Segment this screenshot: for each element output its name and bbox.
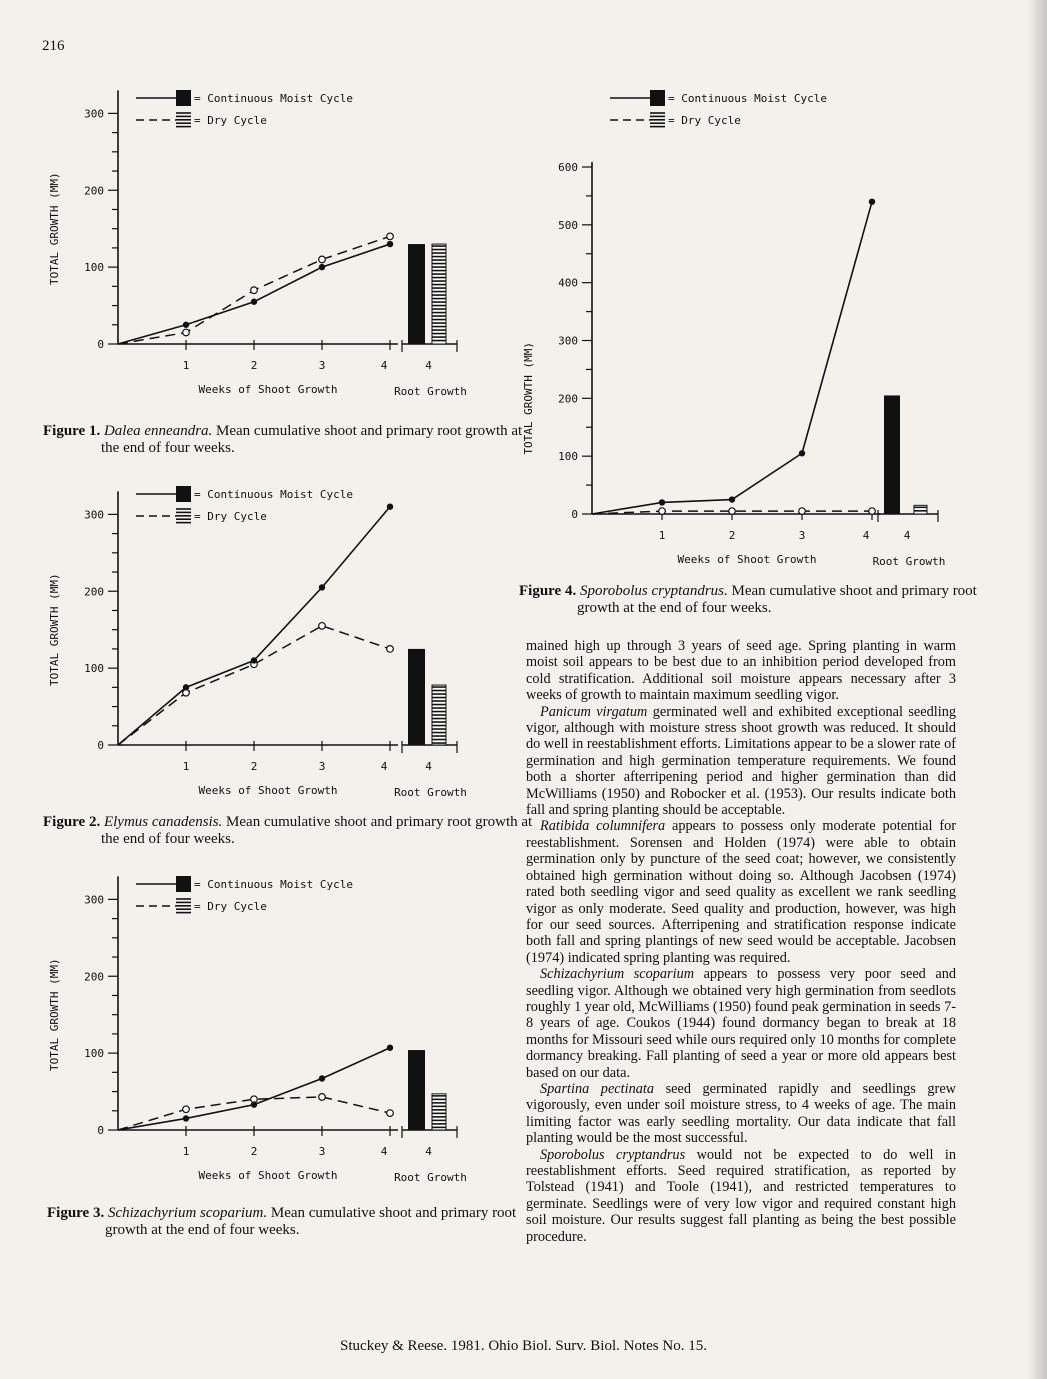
species-name: Spartina pectinata	[540, 1080, 655, 1097]
y-tick-label: 400	[558, 276, 578, 290]
moist-cycle-point	[319, 1075, 325, 1081]
legend-moist-label: = Continuous Moist Cycle	[194, 488, 353, 501]
figure-caption-species: Sporobolus cryptandrus.	[579, 583, 728, 599]
x-axis-label: Weeks of Shoot Growth	[677, 553, 817, 566]
dry-cycle-point	[729, 508, 736, 515]
x-tick-label: 4	[862, 529, 870, 542]
legend-moist-label: = Continuous Moist Cycle	[194, 878, 353, 891]
moist-cycle-line	[592, 202, 872, 514]
figure-3-caption	[47, 1205, 545, 1239]
figure-4-chart	[0, 0, 1000, 580]
y-tick-label: 300	[84, 107, 104, 121]
body-text	[526, 638, 956, 1245]
x-tick-label: 2	[250, 1145, 258, 1158]
y-tick-label: 200	[84, 970, 104, 984]
x-tick-label: 4	[380, 1145, 388, 1158]
moist-cycle-point	[799, 450, 805, 456]
y-axis-label: TOTAL GROWTH (MM)	[48, 172, 61, 285]
x-tick-label: 2	[250, 760, 258, 773]
legend-dry-label: = Dry Cycle	[194, 510, 267, 523]
y-tick-label: 100	[558, 450, 578, 464]
moist-cycle-point	[659, 499, 665, 505]
x-tick-label: 3	[318, 1145, 326, 1158]
x-tick-label: 2	[250, 359, 258, 372]
figure-caption-text: Mean cumulative shoot and primary root growth at the end of four weeks.	[101, 814, 533, 847]
moist-cycle-point	[869, 199, 875, 205]
moist-cycle-point	[387, 1045, 393, 1051]
y-tick-label: 100	[84, 261, 104, 275]
legend-moist-swatch	[176, 876, 191, 892]
x-tick-label: 1	[182, 359, 190, 372]
body-paragraph: Ratibida columnifera appears to possess only moderate potential for reestablishment. Sorensen and Holden (1974) were able to obtain germination only by puncture of the seed coat; however, we consistently obtained high germination without doing so. Although Jacobsen (1974) rated both seedling vigor and seed quality as excellent we rank seedling vigor as only moderate. Seed quality and production, however, was high for our seed sources. Afterripening and stratification response indicate both fall and spring plantings of new seed would be acceptable. Jacobsen (1974) indicated spring planting was required.	[526, 818, 956, 966]
moist-cycle-point	[729, 496, 735, 502]
dry-cycle-point	[319, 1094, 326, 1101]
legend-dry-label: = Dry Cycle	[194, 900, 267, 913]
y-tick-label: 0	[97, 1124, 104, 1137]
y-axis-label: TOTAL GROWTH (MM)	[48, 573, 61, 686]
y-axis-label: TOTAL GROWTH (MM)	[48, 958, 61, 1071]
legend-moist-swatch	[650, 90, 665, 106]
figure-caption-text: Mean cumulative shoot and primary root growth at the end of four weeks.	[101, 423, 523, 456]
figure-caption-species: Schizachyrium scoparium.	[107, 1205, 268, 1221]
moist-cycle-point	[183, 1115, 189, 1121]
page-edge-shadow	[1027, 0, 1047, 1379]
body-paragraph: Panicum virgatum germinated well and exhibited exceptional seedling vigor, although with moisture stress shoot growth was reduced. It should do well in reestablishment efforts. Limitations appear to be a slower rate of germination and high germination temperature requirements. We found both a shorter afterripening period and higher germination than did McWilliams (1950) and Robocker et al. (1953). Our results indicate both fall and spring planting should be acceptable.	[526, 703, 956, 819]
y-tick-label: 200	[558, 392, 578, 406]
y-tick-label: 300	[84, 893, 104, 907]
x-tick-label: 1	[182, 1145, 190, 1158]
x-axis-label: Weeks of Shoot Growth	[198, 383, 338, 396]
x-tick-label: 4	[380, 760, 388, 773]
x-tick-label: 3	[318, 760, 326, 773]
root-growth-label: Root Growth	[394, 385, 467, 398]
species-name: Schizachyrium scoparium	[540, 966, 695, 983]
page-footer: Stuckey & Reese. 1981. Ohio Biol. Surv. Biol. Notes No. 15.	[340, 1338, 707, 1354]
root-tick-label: 4	[425, 1145, 432, 1158]
y-tick-label: 200	[84, 184, 104, 198]
root-tick-label: 4	[425, 760, 432, 773]
dry-cycle-point	[799, 508, 806, 515]
species-name: Ratibida columnifera	[540, 818, 666, 835]
legend-moist-label: = Continuous Moist Cycle	[668, 92, 827, 105]
dry-cycle-point	[183, 1106, 190, 1113]
figure-caption-label: Figure 2.	[43, 814, 101, 830]
x-tick-label: 1	[182, 760, 190, 773]
figure-4-caption	[519, 583, 1017, 617]
y-tick-label: 0	[97, 338, 104, 351]
moist-root-bar	[408, 1050, 425, 1130]
moist-root-bar	[884, 395, 900, 514]
moist-cycle-line	[118, 1048, 390, 1130]
dry-cycle-point	[869, 508, 876, 515]
y-tick-label: 300	[84, 508, 104, 522]
x-tick-label: 3	[798, 529, 806, 542]
root-growth-label: Root Growth	[872, 555, 946, 568]
dry-cycle-point	[387, 1110, 394, 1117]
y-tick-label: 200	[84, 585, 104, 599]
root-tick-label: 4	[903, 529, 911, 542]
y-tick-label: 100	[84, 1047, 104, 1061]
body-paragraph: Sporobolus cryptandrus would not be expected to do well in reestablishment efforts. Seed required stratification, as reported by Tolstead (1941) and Toole (1941), and restricted temperatures to germinate. Seedlings were of very low vigor and required constant high soil moisture. Our results suggest fall planting as being the best possible procedure.	[526, 1146, 956, 1245]
y-tick-label: 300	[558, 334, 578, 348]
figure-caption-label: Figure 3.	[47, 1205, 105, 1221]
body-paragraph: Schizachyrium scoparium appears to possess very poor seed and seedling vigor. Although we obtained very high germination from seedlots roughly 1 year old, McWilliams (1950) found peak germination in seeds 7-8 years of age. Coukos (1944) found dormancy began to break at 18 months for Missouri seed while ours required only 10 months for complete dormancy breaking. Fall planting of seed a year or more old appears best based on our data.	[526, 966, 956, 1081]
figure-caption-text: Mean cumulative shoot and primary root growth at the end of four weeks.	[577, 583, 977, 616]
species-name: Sporobolus cryptandrus	[540, 1146, 686, 1163]
x-axis-label: Weeks of Shoot Growth	[198, 1169, 338, 1182]
x-tick-label: 3	[318, 359, 326, 372]
root-growth-label: Root Growth	[394, 1171, 467, 1184]
y-tick-label: 500	[558, 218, 578, 232]
x-axis-label: Weeks of Shoot Growth	[198, 784, 338, 797]
figure-caption-text: Mean cumulative shoot and primary root growth at the end of four weeks.	[105, 1205, 517, 1238]
species-name: Panicum virgatum	[540, 703, 648, 720]
x-tick-label: 1	[658, 529, 666, 542]
figure-caption-species: Dalea enneandra.	[103, 423, 213, 439]
x-tick-label: 2	[728, 529, 736, 542]
body-paragraph: mained high up through 3 years of seed age. Spring planting in warm moist soil appears to be best due to an inhibition period developed from cold stratification. Additional soil moisture appears necessary after 3 weeks of growth to maintain maximum seedling vigor.	[526, 638, 956, 704]
moist-cycle-point	[251, 1101, 257, 1107]
legend-moist-label: = Continuous Moist Cycle	[194, 92, 353, 105]
figure-caption-label: Figure 1.	[43, 423, 101, 439]
y-tick-label: 600	[558, 161, 578, 174]
y-tick-label: 0	[571, 508, 578, 521]
root-growth-label: Root Growth	[394, 786, 467, 799]
page-number: 216	[42, 38, 65, 54]
figure-caption-species: Elymus canadensis.	[103, 814, 223, 830]
legend-dry-label: = Dry Cycle	[194, 114, 267, 127]
legend-dry-label: = Dry Cycle	[668, 114, 741, 127]
y-tick-label: 0	[97, 739, 104, 752]
figure-caption-label: Figure 4.	[519, 583, 577, 599]
y-axis-label: TOTAL GROWTH (MM)	[522, 342, 535, 455]
y-tick-label: 100	[84, 662, 104, 676]
x-tick-label: 4	[380, 359, 388, 372]
body-paragraph: Spartina pectinata seed germinated rapidly and seedlings grew vigorously, even under soil moisture stress, to 4 weeks of age. The main limiting factor was early seedling mortality. Our data indicate that fall planting would be the most successful.	[526, 1080, 956, 1147]
root-tick-label: 4	[425, 359, 432, 372]
dry-cycle-point	[659, 508, 666, 515]
